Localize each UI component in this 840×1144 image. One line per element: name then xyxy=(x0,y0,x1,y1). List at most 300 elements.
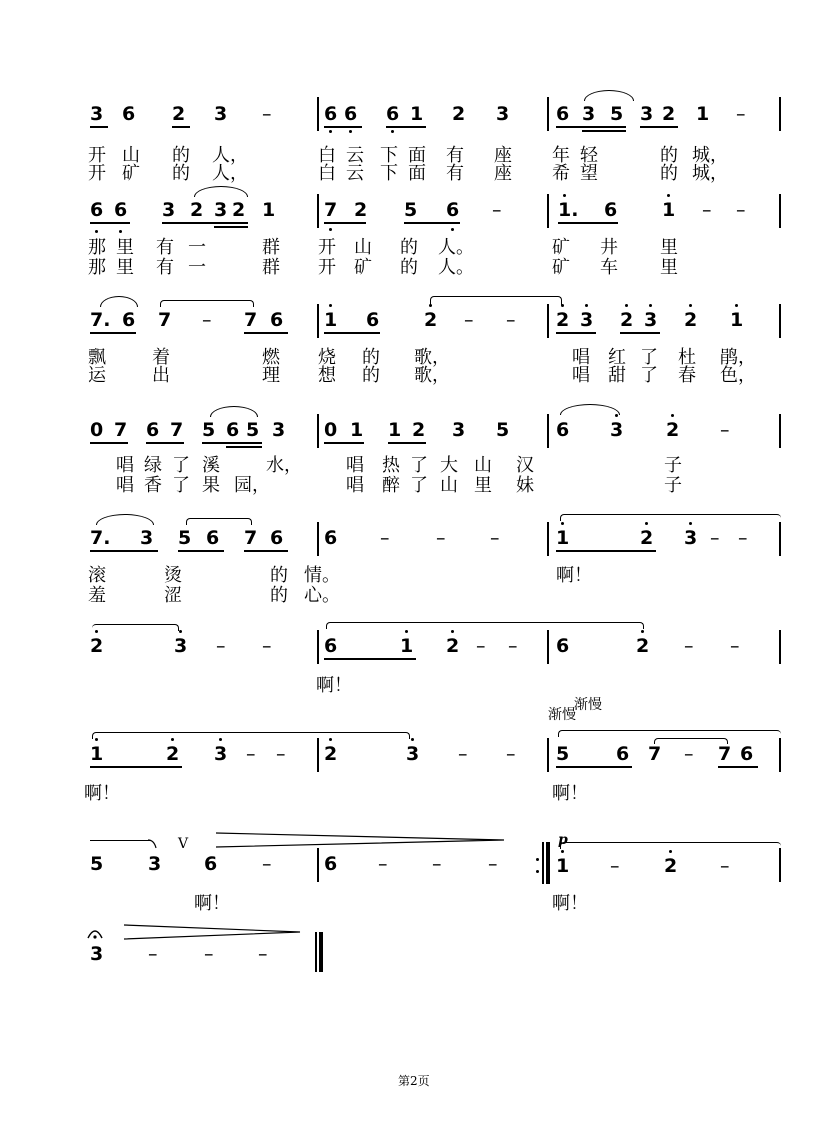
dash: – xyxy=(276,743,286,765)
barline xyxy=(547,414,549,448)
note: 1 xyxy=(662,199,676,221)
lyric: 人。 xyxy=(438,257,474,278)
lyric: 开 xyxy=(88,163,106,184)
slur xyxy=(560,404,620,415)
note: 6 xyxy=(90,199,104,221)
lyric: 妹 xyxy=(516,475,534,496)
lyric: 里 xyxy=(660,257,678,278)
high-dot xyxy=(411,738,414,741)
lyric: 人。 xyxy=(438,237,474,258)
note: 1 xyxy=(556,855,570,877)
lyric: 的 xyxy=(362,347,380,368)
lyric: 想 xyxy=(318,365,336,386)
low-dot xyxy=(95,230,98,233)
high-dot xyxy=(625,304,628,307)
high-dot xyxy=(561,522,564,525)
lyric: 啊！ xyxy=(316,675,352,696)
note: 3 xyxy=(174,635,188,657)
breath-mark: V xyxy=(178,836,189,852)
note: 1 xyxy=(730,309,744,331)
dash: – xyxy=(738,527,748,549)
dash: – xyxy=(216,635,226,657)
note: 3 xyxy=(214,199,228,221)
dash: – xyxy=(508,635,518,657)
lyric: 大 xyxy=(440,455,458,476)
note: 2 xyxy=(166,743,180,765)
underline xyxy=(214,226,248,228)
low-dot xyxy=(119,230,122,233)
dash: – xyxy=(458,743,468,765)
note: 3 xyxy=(610,419,624,441)
underline xyxy=(556,332,596,334)
note: 7 xyxy=(170,419,184,441)
underline xyxy=(178,550,224,552)
note: 6 xyxy=(446,199,460,221)
lyric: 白 xyxy=(318,145,336,166)
note: 1 xyxy=(556,527,570,549)
tie xyxy=(654,738,728,744)
lyric: 热 xyxy=(382,455,400,476)
note: 6 xyxy=(386,103,400,125)
lyric: 有 xyxy=(156,237,174,258)
barline xyxy=(317,738,319,772)
note: 6 xyxy=(114,199,128,221)
note: 1. xyxy=(558,199,579,221)
note: 3 xyxy=(90,943,104,965)
dash: – xyxy=(730,635,740,657)
tie xyxy=(430,296,562,305)
repeat-dot xyxy=(536,870,539,873)
lyric: 溪 xyxy=(202,455,220,476)
underline xyxy=(90,442,128,444)
high-dot xyxy=(735,304,738,307)
barline xyxy=(317,97,319,131)
lyric: 白 xyxy=(318,163,336,184)
lyric: 唱 xyxy=(116,475,134,496)
note: 6 xyxy=(604,199,618,221)
lyric: 一 xyxy=(188,257,206,278)
lyric: 园， xyxy=(234,475,270,496)
lyric: 的 xyxy=(270,585,288,606)
note: 7 xyxy=(648,743,662,765)
note: 5 xyxy=(178,527,192,549)
tie xyxy=(160,300,254,307)
slur xyxy=(194,186,248,197)
dash: – xyxy=(720,419,730,441)
tie xyxy=(560,842,781,849)
lyric: 着 xyxy=(152,347,170,368)
lyric: 山 xyxy=(440,475,458,496)
note: 2 xyxy=(664,855,678,877)
note: 2 xyxy=(452,103,466,125)
note: 1 xyxy=(90,743,104,765)
repeat-barline-thin xyxy=(542,842,544,884)
dash: – xyxy=(702,199,712,221)
slur xyxy=(96,514,154,525)
note: 2 xyxy=(424,309,438,331)
note: 6 xyxy=(366,309,380,331)
lyric: 人， xyxy=(212,163,248,184)
lyric: 了 xyxy=(640,347,658,368)
note: 3 xyxy=(162,199,176,221)
high-dot xyxy=(329,304,332,307)
lyric: 望 xyxy=(580,163,598,184)
lyric: 井 xyxy=(600,237,618,258)
low-dot xyxy=(349,130,352,133)
lyric: 车 xyxy=(600,257,618,278)
note: 2 xyxy=(232,199,246,221)
barline xyxy=(317,522,319,556)
note: 6 xyxy=(226,419,240,441)
lyric: 水， xyxy=(266,455,302,476)
high-dot xyxy=(563,194,566,197)
note: 7 xyxy=(324,199,338,221)
high-dot xyxy=(689,522,692,525)
dash: – xyxy=(490,527,500,549)
dash: – xyxy=(432,853,442,875)
barline xyxy=(317,304,319,338)
high-dot xyxy=(561,850,564,853)
dynamic-mark: p xyxy=(558,832,568,848)
note: 6 xyxy=(556,103,570,125)
lyric: 希 xyxy=(552,163,570,184)
note: 7 xyxy=(244,527,258,549)
barline xyxy=(779,194,781,228)
note: 0 xyxy=(324,419,338,441)
low-dot xyxy=(329,130,332,133)
underline xyxy=(556,550,656,552)
dash: – xyxy=(492,199,502,221)
high-dot xyxy=(649,304,652,307)
lyric: 矿 xyxy=(354,257,372,278)
lyric: 啊！ xyxy=(194,893,230,914)
dash: – xyxy=(684,743,694,765)
lyric: 开 xyxy=(318,257,336,278)
note: 2 xyxy=(324,743,338,765)
high-dot xyxy=(95,738,98,741)
note: 3 xyxy=(684,527,698,549)
note: 3 xyxy=(580,309,594,331)
note: 1 xyxy=(350,419,364,441)
note: 5 xyxy=(610,103,624,125)
note: 5 xyxy=(404,199,418,221)
tie xyxy=(92,732,410,739)
note: 2 xyxy=(666,419,680,441)
lyric: 座 xyxy=(494,145,512,166)
lyric: 矿 xyxy=(552,237,570,258)
lyric: 矿 xyxy=(122,163,140,184)
note: 1 xyxy=(388,419,402,441)
note: 6 xyxy=(204,853,218,875)
lyric: 唱 xyxy=(572,347,590,368)
lyric: 山 xyxy=(474,455,492,476)
lyric: 了 xyxy=(172,455,190,476)
underline xyxy=(244,550,288,552)
underline xyxy=(244,332,288,334)
low-dot xyxy=(451,228,454,231)
diminuendo-hairpin xyxy=(214,832,506,848)
high-dot xyxy=(689,304,692,307)
lyric: 群 xyxy=(262,237,280,258)
barline xyxy=(317,194,319,228)
lyric: 下 xyxy=(380,163,398,184)
dash: – xyxy=(464,309,474,331)
lyric: 山 xyxy=(354,237,372,258)
high-dot xyxy=(645,522,648,525)
note: 3 xyxy=(90,103,104,125)
note: 7. xyxy=(90,527,111,549)
note: 6 xyxy=(122,103,136,125)
lyric: 的 xyxy=(172,145,190,166)
lyric: 的 xyxy=(660,145,678,166)
dash: – xyxy=(610,855,620,877)
note: 2 xyxy=(556,309,570,331)
note: 3 xyxy=(644,309,658,331)
note: 6 xyxy=(324,527,338,549)
lyric: 歌， xyxy=(414,347,450,368)
lyric: 心。 xyxy=(304,585,340,606)
underline xyxy=(90,126,108,128)
underline xyxy=(90,222,130,224)
repeat-barline-thick xyxy=(546,842,550,884)
final-barline-thick xyxy=(319,932,323,972)
lyric: 的 xyxy=(660,163,678,184)
underline xyxy=(146,442,184,444)
dash: – xyxy=(262,853,272,875)
lyric: 红 xyxy=(608,347,626,368)
high-dot xyxy=(561,304,564,307)
lyric: 里 xyxy=(474,475,492,496)
low-dot xyxy=(329,228,332,231)
barline xyxy=(317,414,319,448)
note: 3 xyxy=(452,419,466,441)
fermata-icon xyxy=(86,926,104,942)
lyric: 山 xyxy=(122,145,140,166)
lyric: 的 xyxy=(362,365,380,386)
note: 7 xyxy=(718,743,732,765)
note: 1 xyxy=(324,309,338,331)
dash: – xyxy=(436,527,446,549)
lyric: 开 xyxy=(88,145,106,166)
lyric: 出 xyxy=(152,365,170,386)
barline xyxy=(779,97,781,131)
lyric: 了 xyxy=(640,365,658,386)
lyric: 燃 xyxy=(262,347,280,368)
lyric: 香 xyxy=(144,475,162,496)
note: 6 xyxy=(324,103,338,125)
note: 6 xyxy=(206,527,220,549)
note: 6 xyxy=(324,635,338,657)
lyric: 色， xyxy=(720,365,756,386)
lyric: 有 xyxy=(446,145,464,166)
underline xyxy=(324,442,364,444)
lyric: 矿 xyxy=(552,257,570,278)
lyric: 唱 xyxy=(346,455,364,476)
lyric: 里 xyxy=(116,237,134,258)
underline xyxy=(324,332,380,334)
tie xyxy=(186,518,252,525)
barline xyxy=(317,848,319,882)
underline xyxy=(404,222,460,224)
barline xyxy=(547,738,549,772)
note: 3 xyxy=(214,743,228,765)
note: 6 xyxy=(122,309,136,331)
underline xyxy=(226,446,262,448)
lyric: 甜 xyxy=(608,365,626,386)
dash: – xyxy=(736,199,746,221)
note: 3 xyxy=(406,743,420,765)
lyric: 面 xyxy=(408,163,426,184)
note: 1 xyxy=(696,103,710,125)
note: 2 xyxy=(662,103,676,125)
dash: – xyxy=(380,527,390,549)
tie xyxy=(558,730,781,737)
note: 2 xyxy=(684,309,698,331)
note: 7 xyxy=(114,419,128,441)
barline xyxy=(779,738,781,772)
note: 5 xyxy=(202,419,216,441)
lyric: 有 xyxy=(446,163,464,184)
note: 1 xyxy=(410,103,424,125)
lyric: 了 xyxy=(410,455,428,476)
note: 6 xyxy=(270,527,284,549)
barline xyxy=(547,304,549,338)
barline xyxy=(779,304,781,338)
barline xyxy=(547,522,549,556)
lyric: 有 xyxy=(156,257,174,278)
note: 5 xyxy=(246,419,260,441)
dash: – xyxy=(506,743,516,765)
high-dot xyxy=(219,738,222,741)
barline xyxy=(779,522,781,556)
high-dot xyxy=(451,630,454,633)
barline xyxy=(547,194,549,228)
high-dot xyxy=(667,194,670,197)
lyric: 滚 xyxy=(88,565,106,586)
note: 2 xyxy=(90,635,104,657)
tie xyxy=(326,622,644,629)
lyric: 云 xyxy=(346,163,364,184)
underline xyxy=(162,222,248,224)
note: 3 xyxy=(148,853,162,875)
repeat-dot xyxy=(536,858,539,861)
dash: – xyxy=(246,743,256,765)
dash: – xyxy=(488,853,498,875)
lyric: 群 xyxy=(262,257,280,278)
note: 2 xyxy=(446,635,460,657)
underline xyxy=(582,130,626,132)
underline xyxy=(558,222,618,224)
lyric: 唱 xyxy=(572,365,590,386)
lyric: 醉 xyxy=(382,475,400,496)
underline xyxy=(718,766,758,768)
lyric: 里 xyxy=(116,257,134,278)
lyric: 唱 xyxy=(346,475,364,496)
note: 3 xyxy=(140,527,154,549)
lyric: 情。 xyxy=(304,565,340,586)
note: 3 xyxy=(640,103,654,125)
lyric: 的 xyxy=(400,257,418,278)
lyric: 啊！ xyxy=(556,565,592,586)
note: 2 xyxy=(354,199,368,221)
dash: – xyxy=(684,635,694,657)
note: 3 xyxy=(496,103,510,125)
lyric: 汉 xyxy=(516,455,534,476)
lyric: 一 xyxy=(188,237,206,258)
final-barline-thin xyxy=(315,932,317,972)
underline xyxy=(386,126,426,128)
underline xyxy=(388,442,426,444)
page-number: 第2页 xyxy=(398,1074,430,1088)
dash: – xyxy=(710,527,720,549)
dash: – xyxy=(202,309,212,331)
dash: – xyxy=(262,103,272,125)
note: 6 xyxy=(344,103,358,125)
lyric: 啊！ xyxy=(552,893,588,914)
high-dot xyxy=(641,630,644,633)
note: 5 xyxy=(496,419,510,441)
lyric: 羞 xyxy=(88,585,106,606)
underline xyxy=(556,126,626,128)
lyric: 人， xyxy=(212,145,248,166)
high-dot xyxy=(95,630,98,633)
note: 3 xyxy=(214,103,228,125)
note: 3 xyxy=(272,419,286,441)
note: 6 xyxy=(740,743,754,765)
dash: – xyxy=(476,635,486,657)
dash: – xyxy=(736,103,746,125)
underline xyxy=(172,126,190,128)
tie xyxy=(560,514,781,521)
lyric: 飘 xyxy=(88,347,106,368)
barline xyxy=(779,414,781,448)
underline xyxy=(324,658,416,660)
lyric: 春 xyxy=(678,365,696,386)
low-dot xyxy=(391,130,394,133)
lyric: 烫 xyxy=(164,565,182,586)
barline xyxy=(779,630,781,664)
slur xyxy=(210,406,258,417)
lyric: 啊！ xyxy=(84,783,120,804)
note: 0 xyxy=(90,419,104,441)
lyric: 的 xyxy=(400,237,418,258)
note: 7 xyxy=(158,309,172,331)
lyric: 城， xyxy=(692,145,728,166)
underline xyxy=(90,766,182,768)
note: 5 xyxy=(90,853,104,875)
lyric: 轻 xyxy=(580,145,598,166)
high-dot xyxy=(405,630,408,633)
note: 6 xyxy=(556,419,570,441)
lyric: 果 xyxy=(202,475,220,496)
note: 6 xyxy=(616,743,630,765)
lyric: 面 xyxy=(408,145,426,166)
tie-end xyxy=(148,838,158,850)
lyric: 子 xyxy=(664,475,682,496)
slur xyxy=(100,296,138,307)
lyric: 歌， xyxy=(414,365,450,386)
lyric: 烧 xyxy=(318,347,336,368)
note: 3 xyxy=(582,103,596,125)
tempo-mark: 渐慢 xyxy=(548,707,576,723)
lyric: 年 xyxy=(552,145,570,166)
underline xyxy=(324,222,366,224)
high-dot xyxy=(329,738,332,741)
barline xyxy=(779,848,781,882)
lyric: 那 xyxy=(88,237,106,258)
note: 7. xyxy=(90,309,111,331)
diminuendo-hairpin xyxy=(122,924,302,940)
